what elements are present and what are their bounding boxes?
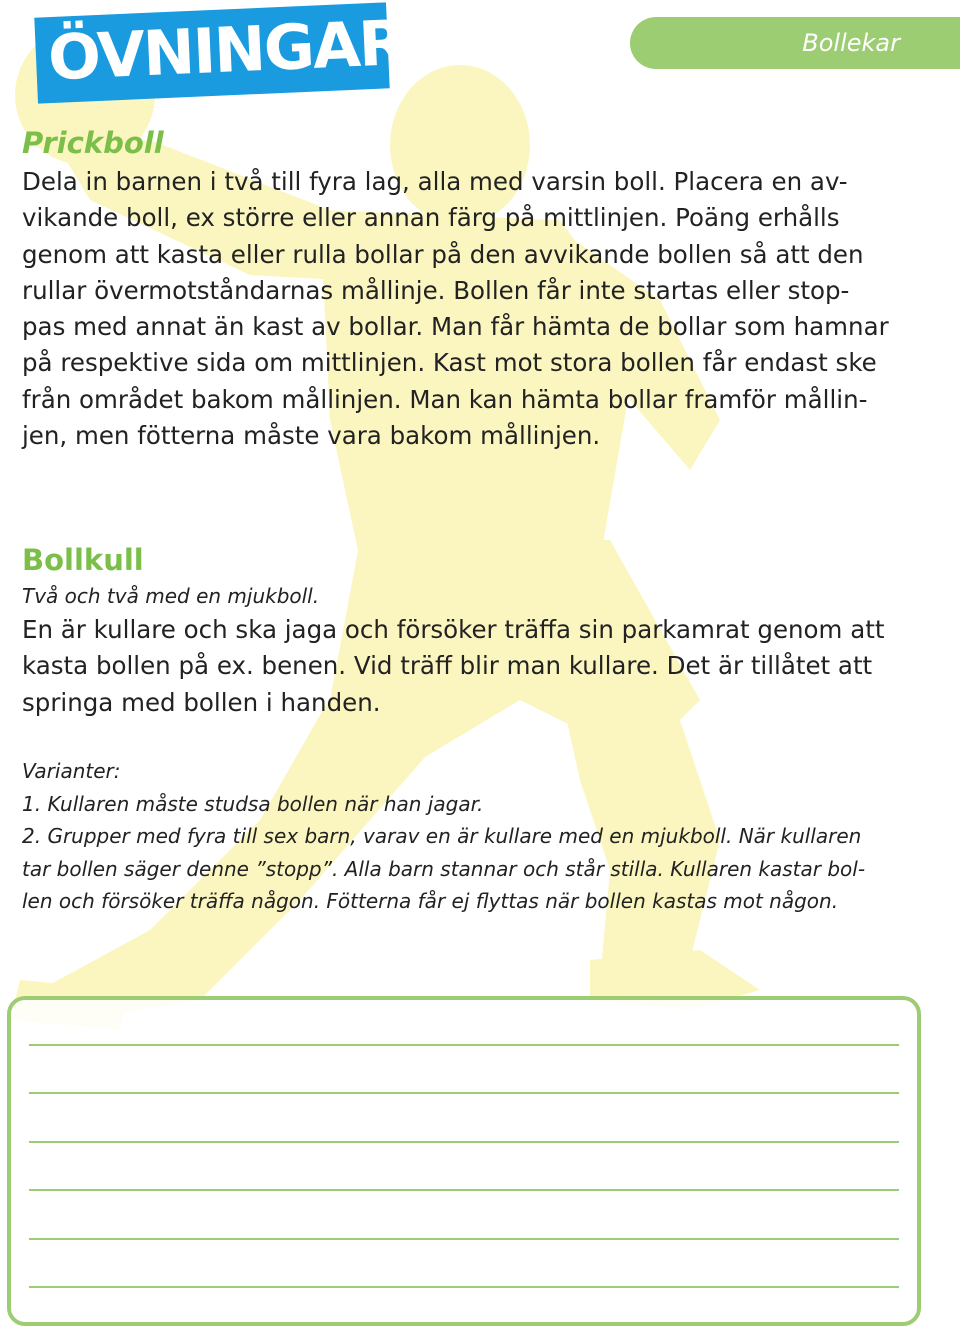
bollkull-subtitle [22,580,927,613]
prickboll-text [22,164,927,454]
writing-line [29,1044,899,1046]
text-line: Dela in barnen i två till fyra lag, alla med varsin boll. Placera en av- [22,167,848,196]
writing-line [29,1141,899,1143]
variants-text [22,755,927,918]
section-tab-label: Bollekar [802,29,900,57]
text-line: genom att kasta eller rulla bollar på den avvikande bollen så att den [22,239,864,269]
writing-line [29,1286,899,1288]
variant-line: Varianter: [22,759,121,783]
text-line: En är kullare och ska jaga och försöker träffa sin parkamrat genom att [22,615,885,644]
section-tab [630,17,960,69]
text-line: kasta bollen på ex. benen. Vid träff blir man kullare. Det är tillåtet att [22,651,873,681]
variant-line: 1. Kullaren måste studsa bollen när han jagar. [22,791,484,816]
text-line: springa med bollen i handen. [22,687,381,717]
text-line: på respektive sida om mittlinjen. Kast mot stora bollen får endast ske [22,348,877,378]
variant-line: tar bollen säger denne ”stopp”. Alla barn stannar och står stilla. Kullaren kastar bol- [22,856,866,881]
variant-line: len och försöker träffa någon. Fötterna får ej flyttas när bollen kastas mot någon. [22,889,839,913]
text-line: från området bakom mållinjen. Man kan hämta bollar framför mållin- [22,384,868,414]
writing-line [29,1092,899,1094]
notes-box[interactable] [7,996,921,1326]
text-line: vikande boll, ex större eller annan färg på mittlinjen. Poäng erhålls [22,203,840,233]
text-line: pas med annat än kast av bollar. Man får hämta de bollar som hamnar [22,312,889,342]
writing-line [29,1189,899,1191]
bollkull-heading: Bollkull [22,543,144,577]
text-line: jen, men fötterna måste vara bakom mållinjen. [22,421,601,451]
page-title: ÖVNINGAR [46,5,406,95]
writing-line [29,1238,899,1240]
prickboll-heading: Prickboll [22,126,164,160]
text-line: rullar övermotståndarnas mållinje. Bollen får inte startas eller stop- [22,275,850,305]
variant-line: 2. Grupper med fyra till sex barn, varav en är kullare med en mjukboll. När kullaren [22,824,862,848]
subtitle-line: Två och två med en mjukboll. [22,584,320,608]
bollkull-text [22,612,927,721]
